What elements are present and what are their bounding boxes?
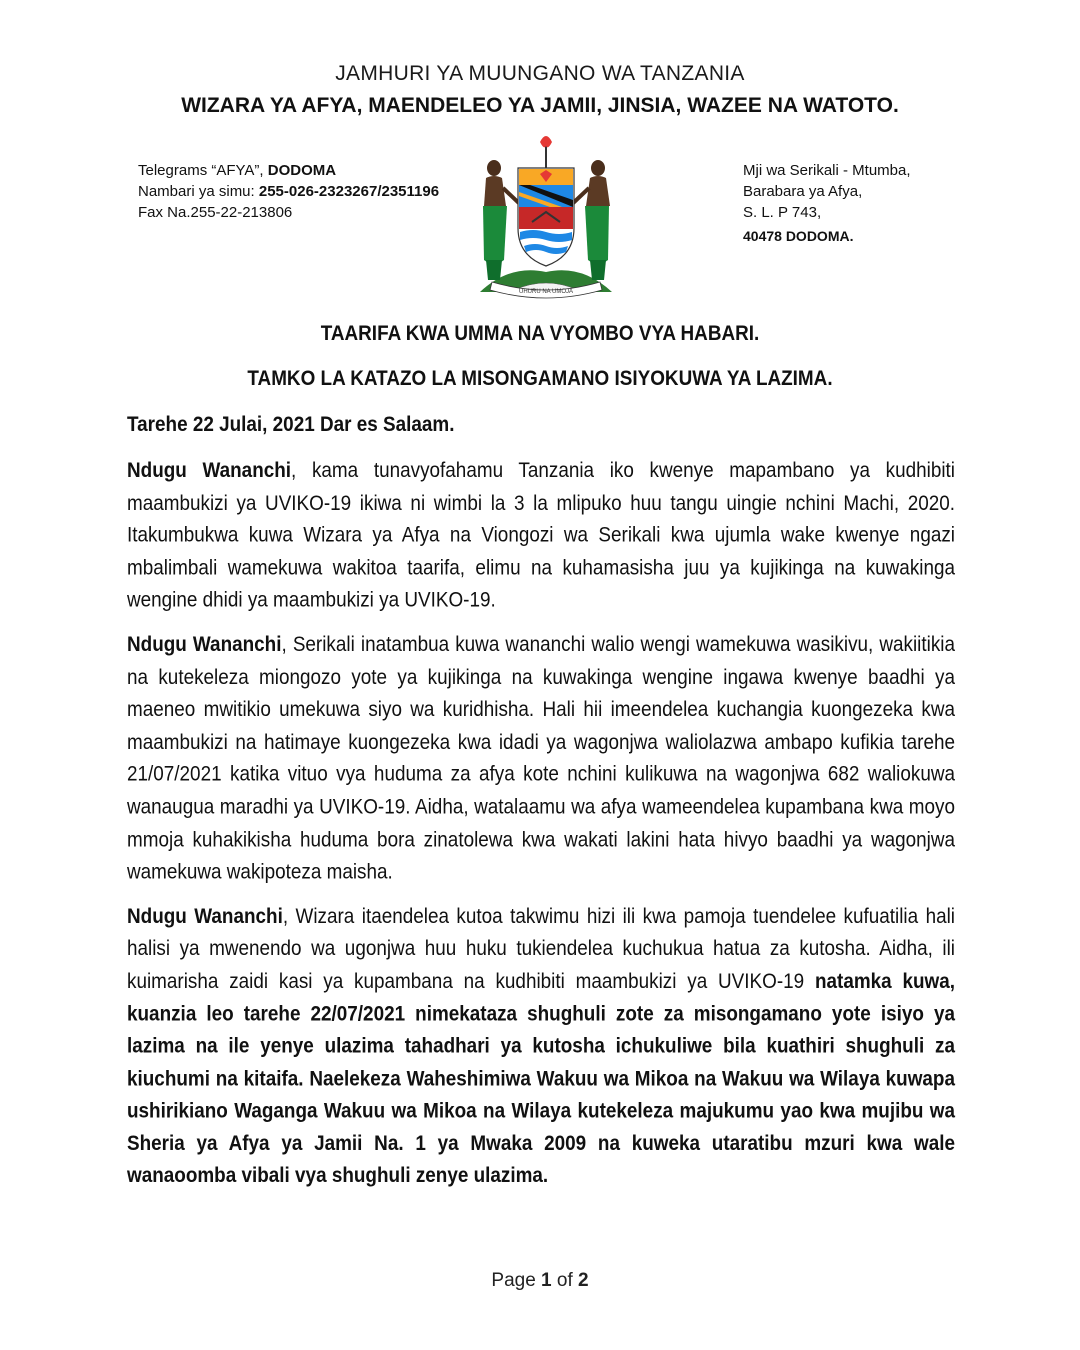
paragraph-1: Ndugu Wananchi, kama tunavyofahamu Tanzania iko kwenye mapambano ya kudhibiti maambukizi ya UVIKO-19 ikiwa ni wimbi la 3 la mlipuko huu tangu uingie nchini Machi, 2020. Itakumbukwa kuwa Wizara ya Afya na Viongozi wa Serikali kwa ujumla wake kwenye ngazi mbalimbali wamekuwa wakitoa taarifa, elimu na kuhamasisha juu ya kujikinga na kuwakinga wengine dhidi ya maambukizi ya UVIKO-19. (127, 458, 955, 612)
address-line-3: S. L. P 743, (743, 204, 822, 221)
document-titles (0, 322, 1080, 391)
address-line-4: 40478 DODOMA. (743, 228, 854, 244)
ministry-name: WIZARA YA AFYA, MAENDELEO YA JAMII, JINSIA, WAZEE NA WATOTO. (181, 94, 899, 117)
svg-text:UHURU NA UMOJA: UHURU NA UMOJA (518, 289, 574, 295)
press-release-title: TAARIFA KWA UMMA NA VYOMBO VYA HABARI. (320, 322, 760, 345)
contact-info-right (743, 160, 911, 247)
address-line-2: Barabara ya Afya, (743, 183, 863, 200)
statement-title: TAMKO LA KATAZO LA MISONGAMANO ISIYOKUWA YA LAZIMA. (247, 367, 833, 390)
coat-of-arms-icon (470, 132, 622, 300)
address-line-1: Mji wa Serikali - Mtumba, (743, 162, 911, 179)
paragraph-3: Ndugu Wananchi, Wizara itaendelea kutoa takwimu hizi ili kwa pamoja tuendelee kufuatilia hali halisi ya mwenendo wa ugonjwa huu huku tukiendelea kuchukua hatua za kutosha. Aidha, ili kuimarisha zaidi kasi ya kupambana na kudhibiti maambukizi ya UVIKO-19 natamka kuwa, kuanzia leo tarehe 22/07/2021 nimekataza shughuli zote za misongamano yote isiyo ya lazima na ile yenye ulazima tahadhari ya kutosha ichukuliwe bila kuathiri shughuli za kiuchumi na kitaifa. Naelekeza Waheshimiwa Wakuu wa Mikoa na Wakuu wa Wilaya kuwapa ushirikiano Waganga Wakuu wa Mikoa na Wilaya kutekeleza majukumu yao kwa mujibu wa Sheria ya Afya ya Jamii Na. 1 ya Mwaka 2009 na kuweka utaratibu mzuri kwa wale wanaoomba vibali vya shughuli zenye ulazima. (127, 904, 955, 1188)
country-name: JAMHURI YA MUUNGANO WA TANZANIA (335, 62, 745, 85)
contact-info-left (138, 160, 439, 223)
date-line: Tarehe 22 Julai, 2021 Dar es Salaam. (127, 413, 455, 436)
paragraph-2: Ndugu Wananchi, Serikali inatambua kuwa wananchi walio wengi wamekuwa wasikivu, wakiitikia na kutekeleza miongozo yote ya kujikinga na kuwakinga wengine ingawa kwenye baadhi ya maeneo mwitikio umekuwa siyo wa kuridhisha. Hali hii imeendelea kuchangia kuongezeka kwa maambukizi na hatimaye kuongezeka kwa idadi ya wagonjwa waliolazwa ambapo kufikia tarehe 21/07/2021 katika vituo vya huduma za afya kote nchini kulikuwa na wagonjwa 682 waliokuwa wanaugua maradhi ya UVIKO-19. Aidha, watalaamu wa afya wameendelea kupambana kwa moyo mmoja kuhakikisha huduma bora zinatolewa kwa wakati lakini hata hivyo baadhi ya wagonjwa wamekuwa wakipoteza maisha. (127, 633, 955, 884)
fax-line: Fax Na.255-22-213806 (138, 204, 293, 221)
letterhead (0, 62, 1080, 118)
document-body (127, 455, 955, 1205)
phone-line: Nambari ya simu: 255-026-2323267/2351196 (138, 183, 440, 200)
page-number: Page 1 of 2 (491, 1270, 589, 1291)
telegrams-line: Telegrams “AFYA”, DODOMA (138, 162, 337, 179)
